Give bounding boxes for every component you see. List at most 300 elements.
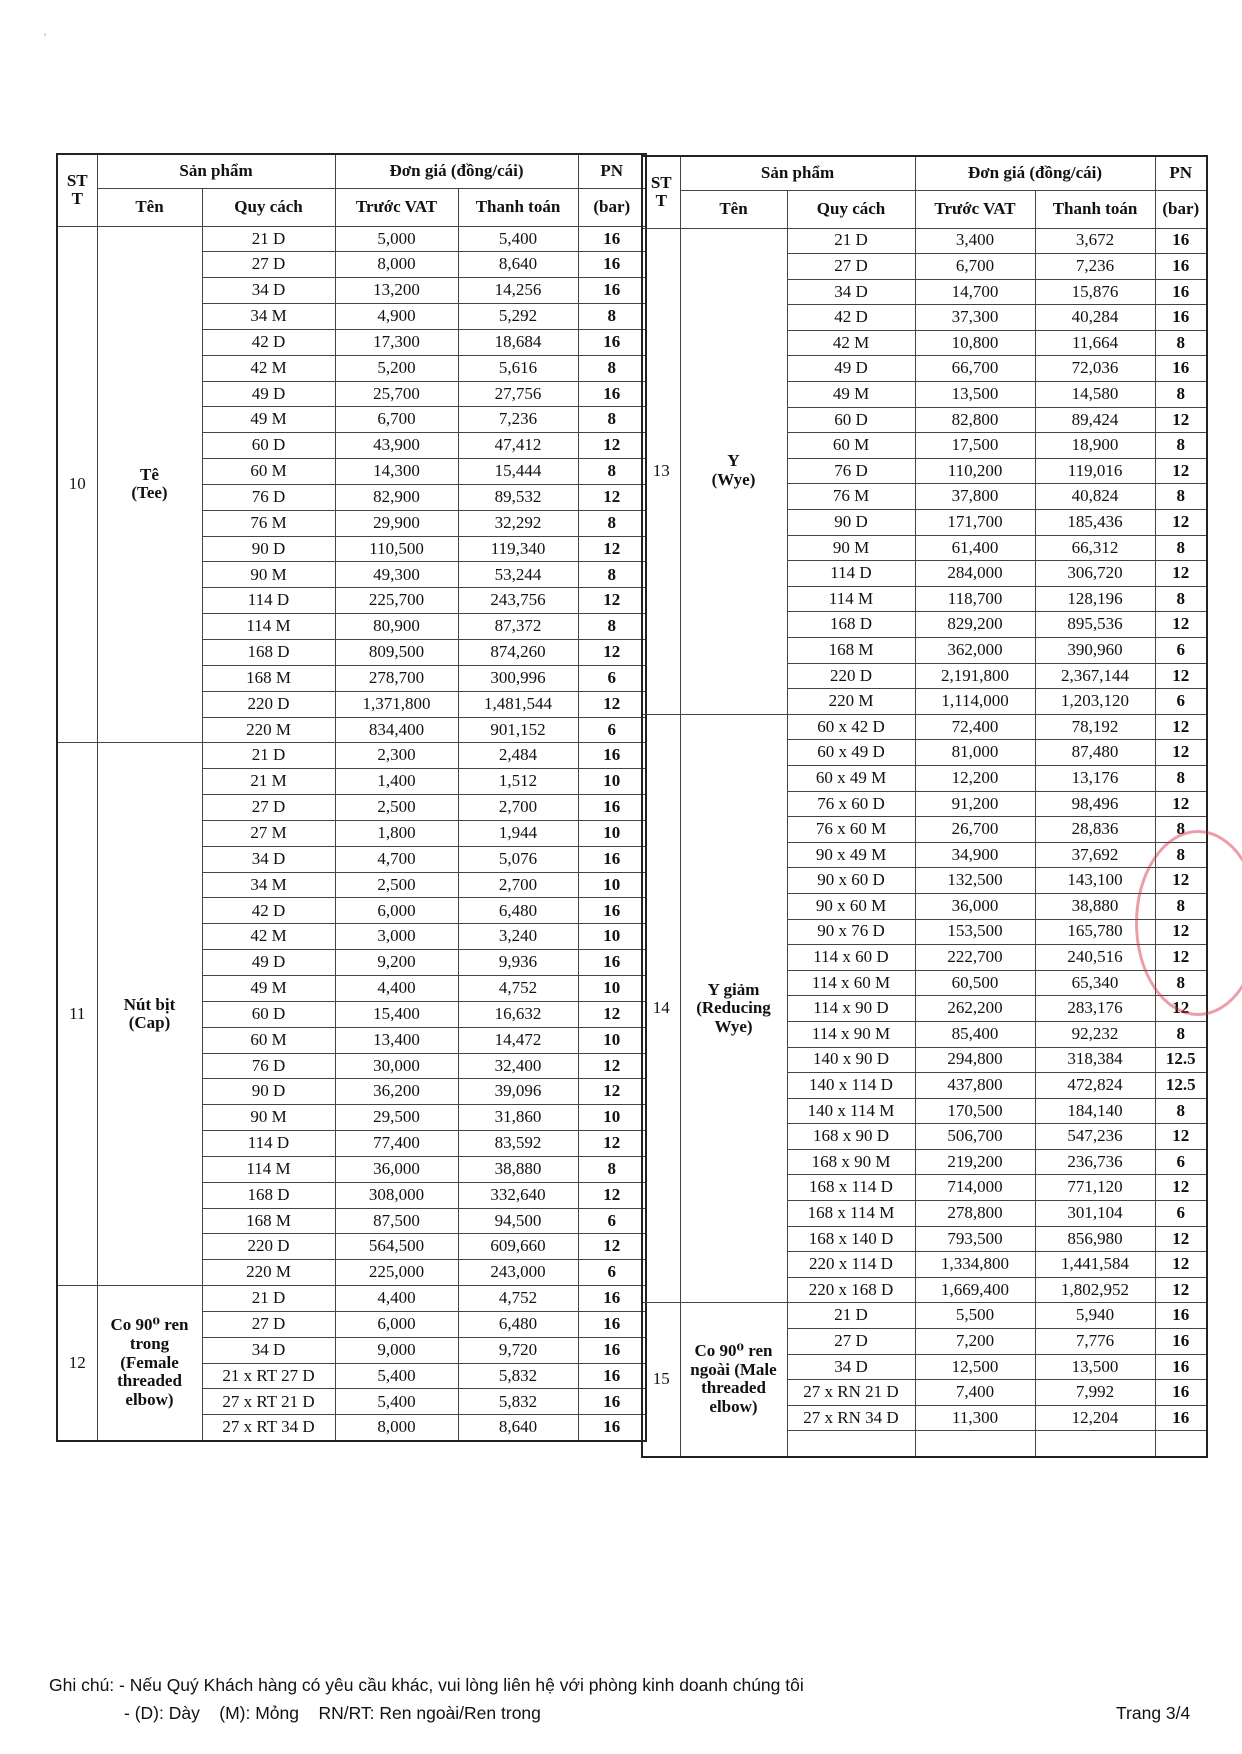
spec-cell: 27 x RT 34 D xyxy=(202,1415,335,1441)
spec-cell: 90 D xyxy=(787,510,915,536)
pre-vat-cell: 8,000 xyxy=(335,252,458,278)
spec-cell: 168 x 140 D xyxy=(787,1226,915,1252)
spec-cell: 140 x 114 M xyxy=(787,1098,915,1124)
spec-cell: 220 D xyxy=(202,691,335,717)
pre-vat-cell: 1,400 xyxy=(335,769,458,795)
pn-cell: 12 xyxy=(1155,510,1207,536)
pre-vat-cell: 82,800 xyxy=(915,407,1035,433)
group-name xyxy=(97,1286,202,1441)
pre-vat-cell: 29,900 xyxy=(335,510,458,536)
group-name-line: (Wye) xyxy=(711,470,756,490)
group-name-line: (Reducing xyxy=(696,998,771,1018)
pn-cell: 10 xyxy=(578,1105,646,1131)
spec-cell: 90 M xyxy=(787,535,915,561)
pre-vat-cell: 834,400 xyxy=(335,717,458,743)
payment-cell: 301,104 xyxy=(1035,1201,1155,1227)
pn-cell: 6 xyxy=(1155,1149,1207,1175)
pre-vat-cell: 4,700 xyxy=(335,846,458,872)
pn-cell: 12 xyxy=(1155,919,1207,945)
payment-cell: 40,284 xyxy=(1035,305,1155,331)
payment-cell: 89,532 xyxy=(458,484,578,510)
payment-cell: 15,444 xyxy=(458,459,578,485)
pre-vat-cell: 34,900 xyxy=(915,842,1035,868)
pn-cell: 8 xyxy=(1155,433,1207,459)
pre-vat-cell: 13,500 xyxy=(915,382,1035,408)
pn-cell: 8 xyxy=(1155,484,1207,510)
spec-cell: 27 x RT 21 D xyxy=(202,1389,335,1415)
payment-cell: 14,472 xyxy=(458,1027,578,1053)
spec-cell: 76 M xyxy=(787,484,915,510)
pn-cell: 16 xyxy=(578,1286,646,1312)
spec-cell: 42 D xyxy=(202,329,335,355)
pre-vat-cell: 36,000 xyxy=(915,893,1035,919)
spec-cell: 60 D xyxy=(787,407,915,433)
pre-vat-header: Trước VAT xyxy=(335,188,458,226)
pre-vat-cell: 2,300 xyxy=(335,743,458,769)
pre-vat-cell: 1,114,000 xyxy=(915,689,1035,715)
group-name xyxy=(680,1303,787,1457)
pn-cell: 12 xyxy=(578,1001,646,1027)
payment-cell: 5,616 xyxy=(458,355,578,381)
pn-cell: 10 xyxy=(578,1027,646,1053)
pre-vat-cell: 278,800 xyxy=(915,1201,1035,1227)
spec-cell: 27 D xyxy=(787,254,915,280)
spec-cell: 114 x 60 D xyxy=(787,945,915,971)
pn-cell: 12.5 xyxy=(1155,1047,1207,1073)
pn-cell: 16 xyxy=(578,795,646,821)
table-row xyxy=(642,714,1207,740)
pre-vat-cell: 85,400 xyxy=(915,1021,1035,1047)
payment-cell: 165,780 xyxy=(1035,919,1155,945)
pre-vat-cell: 60,500 xyxy=(915,970,1035,996)
spec-cell: 27 D xyxy=(202,1311,335,1337)
payment-cell: 143,100 xyxy=(1035,868,1155,894)
pre-vat-cell: 6,700 xyxy=(915,254,1035,280)
payment-cell: 1,481,544 xyxy=(458,691,578,717)
payment-cell: 94,500 xyxy=(458,1208,578,1234)
spec-cell: 49 M xyxy=(202,975,335,1001)
spec-cell: 60 M xyxy=(787,433,915,459)
payment-cell: 27,756 xyxy=(458,381,578,407)
payment-cell: 5,832 xyxy=(458,1363,578,1389)
pn-cell: 16 xyxy=(1155,1303,1207,1329)
pn-cell: 8 xyxy=(578,510,646,536)
pre-vat-cell: 153,500 xyxy=(915,919,1035,945)
pn-cell: 16 xyxy=(578,743,646,769)
table-row xyxy=(57,1286,646,1312)
pre-vat-cell: 43,900 xyxy=(335,433,458,459)
spec-cell: 90 M xyxy=(202,1105,335,1131)
payment-cell: 18,684 xyxy=(458,329,578,355)
pre-vat-cell: 14,700 xyxy=(915,279,1035,305)
pn-cell: 12 xyxy=(578,433,646,459)
spec-cell: 60 x 49 M xyxy=(787,765,915,791)
product-header: Sản phẩm xyxy=(97,154,335,188)
spec-cell: 76 x 60 D xyxy=(787,791,915,817)
payment-header: Thanh toán xyxy=(458,188,578,226)
spec-cell: 90 x 60 D xyxy=(787,868,915,894)
table-row xyxy=(57,743,646,769)
pn-cell: 6 xyxy=(578,1260,646,1286)
spec-cell: 76 D xyxy=(787,458,915,484)
pn-cell: 8 xyxy=(578,614,646,640)
spec-cell: 114 M xyxy=(787,586,915,612)
pre-vat-cell: 110,500 xyxy=(335,536,458,562)
pre-vat-cell: 222,700 xyxy=(915,945,1035,971)
pre-vat-cell: 17,500 xyxy=(915,433,1035,459)
group-name-line: elbow) xyxy=(709,1397,758,1417)
group-name-line: trong xyxy=(129,1333,170,1353)
pn-cell: 12 xyxy=(578,536,646,562)
spec-cell: 220 x 114 D xyxy=(787,1252,915,1278)
pn-cell: 6 xyxy=(578,717,646,743)
pn-cell: 16 xyxy=(578,381,646,407)
payment-cell: 32,292 xyxy=(458,510,578,536)
payment-cell: 5,400 xyxy=(458,226,578,252)
payment-cell: 2,700 xyxy=(458,872,578,898)
payment-cell: 7,992 xyxy=(1035,1380,1155,1406)
payment-cell: 6,480 xyxy=(458,1311,578,1337)
payment-header: Thanh toán xyxy=(1035,190,1155,228)
spec-cell: 34 D xyxy=(202,846,335,872)
payment-cell: 87,372 xyxy=(458,614,578,640)
unit-price-header: Đơn giá (đồng/cái) xyxy=(915,156,1155,190)
pn-cell: 12 xyxy=(578,588,646,614)
pre-vat-cell: 66,700 xyxy=(915,356,1035,382)
payment-cell: 3,672 xyxy=(1035,228,1155,254)
footer-note-1: Ghi chú: - Nếu Quý Khách hàng có yêu cầu khác, vui lòng liên hệ với phòng kinh doanh chúng tôi xyxy=(49,1675,804,1695)
payment-cell: 37,692 xyxy=(1035,842,1155,868)
pn-cell: 16 xyxy=(578,226,646,252)
pre-vat-cell: 5,500 xyxy=(915,1303,1035,1329)
pn-cell: 16 xyxy=(578,898,646,924)
group-stt: 15 xyxy=(642,1303,680,1457)
pn-cell: 16 xyxy=(578,329,646,355)
spec-cell: 220 M xyxy=(202,1260,335,1286)
payment-cell: 16,632 xyxy=(458,1001,578,1027)
spec-cell: 60 M xyxy=(202,459,335,485)
spec-cell: 27 D xyxy=(202,795,335,821)
spec-cell: 114 M xyxy=(202,614,335,640)
spec-cell: 220 D xyxy=(787,663,915,689)
spec-cell: 42 M xyxy=(787,330,915,356)
pn-cell: 12 xyxy=(1155,612,1207,638)
payment-cell: 12,204 xyxy=(1035,1405,1155,1431)
spec-cell: 90 D xyxy=(202,1079,335,1105)
pn-cell: 6 xyxy=(1155,689,1207,715)
pn-cell: 12 xyxy=(578,1053,646,1079)
pre-vat-cell: 4,900 xyxy=(335,304,458,330)
payment-cell: 98,496 xyxy=(1035,791,1155,817)
pn-cell: 8 xyxy=(1155,535,1207,561)
payment-cell: 1,802,952 xyxy=(1035,1277,1155,1303)
pn-cell: 8 xyxy=(1155,765,1207,791)
payment-cell: 14,256 xyxy=(458,278,578,304)
spec-cell xyxy=(787,1431,915,1457)
pn-cell: 16 xyxy=(1155,279,1207,305)
pn-cell: 16 xyxy=(578,1337,646,1363)
payment-cell: 1,512 xyxy=(458,769,578,795)
group-name-line: ngoài (Male xyxy=(690,1359,777,1379)
spec-cell: 60 M xyxy=(202,1027,335,1053)
pn-cell: 6 xyxy=(1155,1201,1207,1227)
spec-cell: 76 M xyxy=(202,510,335,536)
pn-cell: 12 xyxy=(578,691,646,717)
pre-vat-cell: 4,400 xyxy=(335,975,458,1001)
pre-vat-cell: 37,800 xyxy=(915,484,1035,510)
payment-cell: 240,516 xyxy=(1035,945,1155,971)
pre-vat-cell: 564,500 xyxy=(335,1234,458,1260)
pn-cell: 16 xyxy=(578,278,646,304)
pre-vat-cell: 6,700 xyxy=(335,407,458,433)
pre-vat-cell: 13,200 xyxy=(335,278,458,304)
spec-cell: 114 D xyxy=(787,561,915,587)
pre-vat-cell: 11,300 xyxy=(915,1405,1035,1431)
payment-cell: 38,880 xyxy=(1035,893,1155,919)
payment-cell: 2,484 xyxy=(458,743,578,769)
spec-cell: 60 x 42 D xyxy=(787,714,915,740)
pn-cell: 12 xyxy=(1155,407,1207,433)
spec-cell: 90 x 49 M xyxy=(787,842,915,868)
pre-vat-cell: 12,200 xyxy=(915,765,1035,791)
payment-cell: 13,176 xyxy=(1035,765,1155,791)
pn-cell: 16 xyxy=(578,846,646,872)
pre-vat-cell: 3,000 xyxy=(335,924,458,950)
page-number: Trang 3/4 xyxy=(1116,1703,1191,1723)
spec-cell: 34 D xyxy=(202,1337,335,1363)
pn-cell: 16 xyxy=(1155,254,1207,280)
pre-vat-cell: 219,200 xyxy=(915,1149,1035,1175)
spec-cell: 34 D xyxy=(202,278,335,304)
payment-cell: 236,736 xyxy=(1035,1149,1155,1175)
payment-cell: 13,500 xyxy=(1035,1354,1155,1380)
spec-cell: 27 M xyxy=(202,820,335,846)
pre-vat-cell: 2,191,800 xyxy=(915,663,1035,689)
pn-cell: 12 xyxy=(1155,1175,1207,1201)
pn-cell: 16 xyxy=(578,1389,646,1415)
pre-vat-cell: 36,000 xyxy=(335,1156,458,1182)
pn-header: PN xyxy=(578,154,646,188)
payment-cell: 18,900 xyxy=(1035,433,1155,459)
spec-cell: 21 x RT 27 D xyxy=(202,1363,335,1389)
pn-cell: 16 xyxy=(1155,356,1207,382)
price-table-left xyxy=(56,153,647,1442)
payment-cell: 78,192 xyxy=(1035,714,1155,740)
pre-vat-cell: 10,800 xyxy=(915,330,1035,356)
pre-vat-cell: 8,000 xyxy=(335,1415,458,1441)
unit-price-header: Đơn giá (đồng/cái) xyxy=(335,154,578,188)
pre-vat-cell: 5,400 xyxy=(335,1389,458,1415)
payment-cell: 39,096 xyxy=(458,1079,578,1105)
spec-cell: 168 x 114 M xyxy=(787,1201,915,1227)
pre-vat-cell: 809,500 xyxy=(335,640,458,666)
pn-cell: 10 xyxy=(578,820,646,846)
pn-cell: 8 xyxy=(1155,382,1207,408)
pn-cell: 12 xyxy=(1155,1252,1207,1278)
pn-cell: 10 xyxy=(578,975,646,1001)
pre-vat-cell: 72,400 xyxy=(915,714,1035,740)
payment-cell: 119,016 xyxy=(1035,458,1155,484)
payment-cell: 6,480 xyxy=(458,898,578,924)
spec-cell: 34 M xyxy=(202,304,335,330)
group-stt: 12 xyxy=(57,1286,97,1441)
payment-cell: 128,196 xyxy=(1035,586,1155,612)
spec-cell: 49 D xyxy=(202,381,335,407)
payment-cell: 5,076 xyxy=(458,846,578,872)
payment-cell: 5,832 xyxy=(458,1389,578,1415)
pre-vat-cell: 262,200 xyxy=(915,996,1035,1022)
spec-cell: 34 M xyxy=(202,872,335,898)
spec-cell: 168 x 90 M xyxy=(787,1149,915,1175)
pre-vat-cell: 6,000 xyxy=(335,1311,458,1337)
payment-cell: 83,592 xyxy=(458,1131,578,1157)
payment-cell: 15,876 xyxy=(1035,279,1155,305)
pn-cell: 16 xyxy=(1155,1405,1207,1431)
pre-vat-cell: 132,500 xyxy=(915,868,1035,894)
payment-cell: 2,367,144 xyxy=(1035,663,1155,689)
pre-vat-cell: 26,700 xyxy=(915,817,1035,843)
payment-cell: 53,244 xyxy=(458,562,578,588)
pn-cell: 8 xyxy=(1155,330,1207,356)
spec-cell: 76 x 60 M xyxy=(787,817,915,843)
pre-vat-cell: 278,700 xyxy=(335,665,458,691)
spec-cell: 140 x 90 D xyxy=(787,1047,915,1073)
spec-cell: 168 D xyxy=(202,1182,335,1208)
spec-cell: 90 D xyxy=(202,536,335,562)
payment-cell: 185,436 xyxy=(1035,510,1155,536)
pre-vat-cell: 7,400 xyxy=(915,1380,1035,1406)
spec-header: Quy cách xyxy=(787,190,915,228)
payment-cell: 9,720 xyxy=(458,1337,578,1363)
pn-cell: 6 xyxy=(1155,638,1207,664)
spec-cell: 49 M xyxy=(787,382,915,408)
pre-vat-cell: 91,200 xyxy=(915,791,1035,817)
payment-cell: 9,936 xyxy=(458,950,578,976)
pre-vat-cell: 80,900 xyxy=(335,614,458,640)
pre-vat-cell: 25,700 xyxy=(335,381,458,407)
spec-cell: 42 M xyxy=(202,924,335,950)
bar-header: (bar) xyxy=(1155,190,1207,228)
pre-vat-cell: 2,500 xyxy=(335,795,458,821)
spec-cell: 42 D xyxy=(202,898,335,924)
spec-cell: 114 D xyxy=(202,1131,335,1157)
payment-cell: 184,140 xyxy=(1035,1098,1155,1124)
payment-cell: 318,384 xyxy=(1035,1047,1155,1073)
spec-cell: 76 D xyxy=(202,1053,335,1079)
payment-cell: 4,752 xyxy=(458,975,578,1001)
spec-cell: 168 x 90 D xyxy=(787,1124,915,1150)
spec-cell: 168 M xyxy=(202,1208,335,1234)
spec-cell: 34 D xyxy=(787,1354,915,1380)
pn-cell: 16 xyxy=(1155,1329,1207,1355)
pn-cell: 6 xyxy=(578,665,646,691)
pn-cell: 8 xyxy=(1155,817,1207,843)
spec-cell: 21 D xyxy=(787,1303,915,1329)
pn-cell: 8 xyxy=(578,459,646,485)
pn-cell: 10 xyxy=(578,924,646,950)
group-name-line: Y giảm xyxy=(707,979,760,999)
payment-cell: 11,664 xyxy=(1035,330,1155,356)
payment-cell: 7,236 xyxy=(1035,254,1155,280)
spec-cell: 168 M xyxy=(202,665,335,691)
pre-vat-cell: 82,900 xyxy=(335,484,458,510)
pn-cell: 12 xyxy=(1155,714,1207,740)
pn-cell: 12 xyxy=(1155,740,1207,766)
payment-cell: 547,236 xyxy=(1035,1124,1155,1150)
payment-cell: 66,312 xyxy=(1035,535,1155,561)
pn-cell: 6 xyxy=(578,1208,646,1234)
pre-vat-cell: 1,371,800 xyxy=(335,691,458,717)
pre-vat-cell: 77,400 xyxy=(335,1131,458,1157)
spec-cell: 168 M xyxy=(787,638,915,664)
spec-cell: 60 D xyxy=(202,433,335,459)
pn-cell: 8 xyxy=(578,1156,646,1182)
pn-cell: 12 xyxy=(1155,1226,1207,1252)
spec-header: Quy cách xyxy=(202,188,335,226)
group-name-line: (Female xyxy=(120,1352,179,1372)
pre-vat-cell: 225,000 xyxy=(335,1260,458,1286)
payment-cell: 283,176 xyxy=(1035,996,1155,1022)
pre-vat-cell xyxy=(915,1431,1035,1457)
pn-cell: 16 xyxy=(1155,228,1207,254)
pre-vat-cell: 12,500 xyxy=(915,1354,1035,1380)
group-name xyxy=(97,743,202,1286)
group-name-line: threaded xyxy=(117,1371,182,1391)
payment-cell: 3,240 xyxy=(458,924,578,950)
group-stt: 14 xyxy=(642,714,680,1303)
pre-vat-cell: 170,500 xyxy=(915,1098,1035,1124)
pre-vat-cell: 37,300 xyxy=(915,305,1035,331)
pre-vat-cell: 294,800 xyxy=(915,1047,1035,1073)
payment-cell: 4,752 xyxy=(458,1286,578,1312)
spec-cell: 90 M xyxy=(202,562,335,588)
group-name xyxy=(97,226,202,743)
spec-cell: 114 x 90 D xyxy=(787,996,915,1022)
pn-cell: 8 xyxy=(1155,1098,1207,1124)
pre-vat-cell: 4,400 xyxy=(335,1286,458,1312)
pre-vat-cell: 29,500 xyxy=(335,1105,458,1131)
pre-vat-cell: 437,800 xyxy=(915,1073,1035,1099)
pre-vat-cell: 284,000 xyxy=(915,561,1035,587)
pre-vat-cell: 3,400 xyxy=(915,228,1035,254)
payment-cell: 40,824 xyxy=(1035,484,1155,510)
pre-vat-cell: 17,300 xyxy=(335,329,458,355)
payment-cell: 243,756 xyxy=(458,588,578,614)
payment-cell: 2,700 xyxy=(458,795,578,821)
pn-cell: 12 xyxy=(1155,1277,1207,1303)
pn-cell: 12 xyxy=(578,1079,646,1105)
spec-cell: 114 x 90 M xyxy=(787,1021,915,1047)
pre-vat-cell: 30,000 xyxy=(335,1053,458,1079)
group-name-line: Tê xyxy=(140,464,159,484)
pre-vat-cell: 15,400 xyxy=(335,1001,458,1027)
pn-cell: 8 xyxy=(578,562,646,588)
product-header: Sản phẩm xyxy=(680,156,915,190)
pn-cell: 16 xyxy=(1155,305,1207,331)
pn-cell: 16 xyxy=(1155,1380,1207,1406)
payment-cell: 72,036 xyxy=(1035,356,1155,382)
pn-cell: 12 xyxy=(1155,945,1207,971)
spec-cell: 90 x 60 M xyxy=(787,893,915,919)
payment-cell: 92,232 xyxy=(1035,1021,1155,1047)
spec-cell: 220 x 168 D xyxy=(787,1277,915,1303)
pre-vat-cell: 110,200 xyxy=(915,458,1035,484)
spec-cell: 90 x 76 D xyxy=(787,919,915,945)
pn-cell: 8 xyxy=(1155,1021,1207,1047)
payment-cell: 7,776 xyxy=(1035,1329,1155,1355)
pn-cell: 12 xyxy=(1155,663,1207,689)
group-name-line: Co 90⁰ ren xyxy=(694,1341,773,1361)
